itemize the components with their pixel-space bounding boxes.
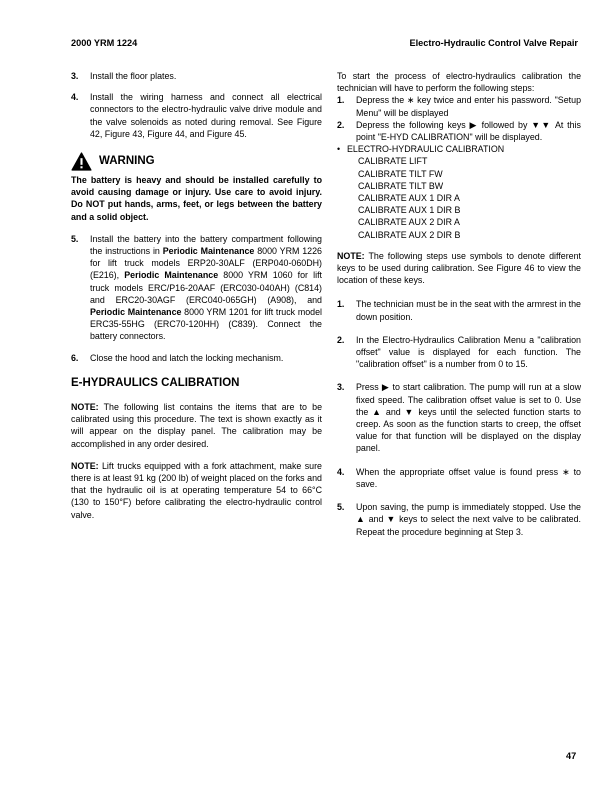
step-4 [71, 91, 322, 140]
right-column [337, 70, 581, 549]
page-number: 47 [566, 751, 577, 761]
step-text: Depress the following keys ▶ followed by ▼▼ At this point "E-HYD CALIBRATION" will be displayed. [356, 119, 581, 143]
bullet-text: ELECTRO-HYDRAULIC CALIBRATION [347, 144, 505, 155]
calibration-step-5 [337, 501, 581, 538]
note-label: NOTE: [337, 250, 365, 261]
step-number: 2. [337, 119, 345, 130]
note-fork-attachment: NOTE: Lift trucks equipped with a fork attachment, make sure there is at least 91 kg (200 lb) of weight placed on the forks and that the hydraulic oil is at operating temperature 54 to 66°C (130 to 150°F) before calibrating the electro-hydraulic control valve. [71, 460, 322, 520]
note-label: NOTE: [71, 402, 99, 413]
step-number: 6. [71, 352, 79, 363]
step-number: 5. [71, 233, 79, 244]
list-item: CALIBRATE TILT BW [358, 180, 444, 191]
ref-periodic-maintenance: Periodic Maintenance [124, 270, 219, 281]
step-number: 4. [71, 92, 79, 103]
calibration-step-3 [337, 381, 581, 454]
step-text: Close the hood and latch the locking mechanism. [90, 352, 284, 363]
step-text: Press ▶ to start calibration. The pump will run at a slow fixed speed. The calibration offset value is set to 0. Use the ▲ and ▼ keys until the selected function starts to creep. As soon as the function starts to creep, the offset value for that function will be displayed on the display panel. [356, 382, 581, 454]
list-item: CALIBRATE AUX 1 DIR A [358, 193, 460, 204]
step-text: Upon saving, the pump is immediately stopped. Use the ▲ and ▼ keys to select the next valve to be calibrated. Repeat the procedure beginning at Step 3. [356, 502, 581, 537]
list-item: CALIBRATE TILT FW [358, 168, 443, 179]
step-text: Depress the ∗ key twice and enter his password. "Setup Menu" will be displayed [356, 95, 581, 118]
step-text: Install the floor plates. [90, 71, 177, 81]
setup-step-1 [337, 94, 581, 118]
ref-periodic-maintenance: Periodic Maintenance [162, 246, 255, 257]
step-text: The technician must be in the seat with the armrest in the down position. [356, 299, 581, 322]
ref-periodic-maintenance: Periodic Maintenance [90, 307, 182, 318]
calibration-step-4 [337, 466, 581, 490]
step-text: Install the wiring harness and connect all electrical connectors to the electro-hydraulic valve drive module and the valve solenoids as noted during removal. See Figure 42, Figure 43, Figure 44, and Figure 45. [90, 92, 322, 139]
warning-body: The battery is heavy and should be installed carefully to avoid causing damage or injury. Use care to avoid injury. Do NOT put hands, arms, feet, or legs between the battery and a solid object. [71, 175, 322, 222]
note-calibration-list: NOTE: The following list contains the items that are to be calibrated using this procedure. The text is shown exactly as it will appear on the display panel. The calibration may be accomplished in any order desired. [71, 402, 322, 449]
step-text: In the Electro-Hydraulics Calibration Menu a "calibration offset" value is displayed for each function. The "calibration offset" is a number from 0 to 15. [356, 334, 581, 370]
setup-step-2 [337, 119, 581, 143]
calibration-step-1 [337, 298, 581, 322]
calibrate-list [337, 155, 581, 240]
header-section-title: Electro-Hydraulic Control Valve Repair [409, 38, 578, 48]
step-text: Install the battery into the battery compartment following the instructions in Periodic Maintenance 8000 YRM 1226 for lift truck models ERP20-30ALF (ERP040-060DH) (E216), Periodic Maintenance 8000 YRM 1060 for lift truck models ERC/P16-20AAF (ERC030-040AH) (C814) and ERC20-30AGF (ERC040-065GH) (A908), and Periodic Maintenance 8000 YRM 1201 for lift truck model ERC35-55HG (ERC70-120HH) (C839). Connect the battery connectors. [90, 233, 323, 342]
list-item: CALIBRATE AUX 2 DIR B [358, 229, 461, 240]
left-column [71, 70, 322, 531]
warning-title: WARNING [99, 155, 155, 168]
warning-triangle-icon [71, 152, 92, 171]
step-number: 4. [337, 466, 345, 477]
list-item: CALIBRATE LIFT [358, 156, 428, 167]
step-number: 2. [337, 334, 345, 345]
section-title: E-HYDRAULICS CALIBRATION [71, 376, 240, 389]
note-label: NOTE: [71, 460, 99, 471]
bullet-item [337, 143, 581, 155]
step-number: 1. [337, 299, 345, 310]
calibration-step-2 [337, 334, 581, 371]
list-item: CALIBRATE AUX 2 DIR A [358, 217, 460, 228]
step-number: 3. [71, 71, 79, 81]
warning-heading [71, 152, 322, 171]
step-number: 1. [337, 95, 345, 106]
step-number: 3. [337, 382, 345, 393]
step-number: 5. [337, 502, 345, 513]
header-doc-id: 2000 YRM 1224 [71, 38, 138, 48]
step-text: When the appropriate offset value is found press ∗ to save. [356, 466, 581, 489]
intro-paragraph: To start the process of electro-hydraulics calibration the technician will have to perform the following steps: [337, 71, 581, 94]
step-5 [71, 233, 322, 343]
step-6 [71, 352, 322, 364]
step-3 [71, 70, 322, 82]
list-item: CALIBRATE AUX 1 DIR B [358, 205, 461, 216]
bullet-mark: • [337, 144, 341, 155]
note-key-symbols: NOTE: The following steps use symbols to denote different keys to be used during calibration. See Figure 46 to view the location of these keys. [337, 250, 581, 286]
